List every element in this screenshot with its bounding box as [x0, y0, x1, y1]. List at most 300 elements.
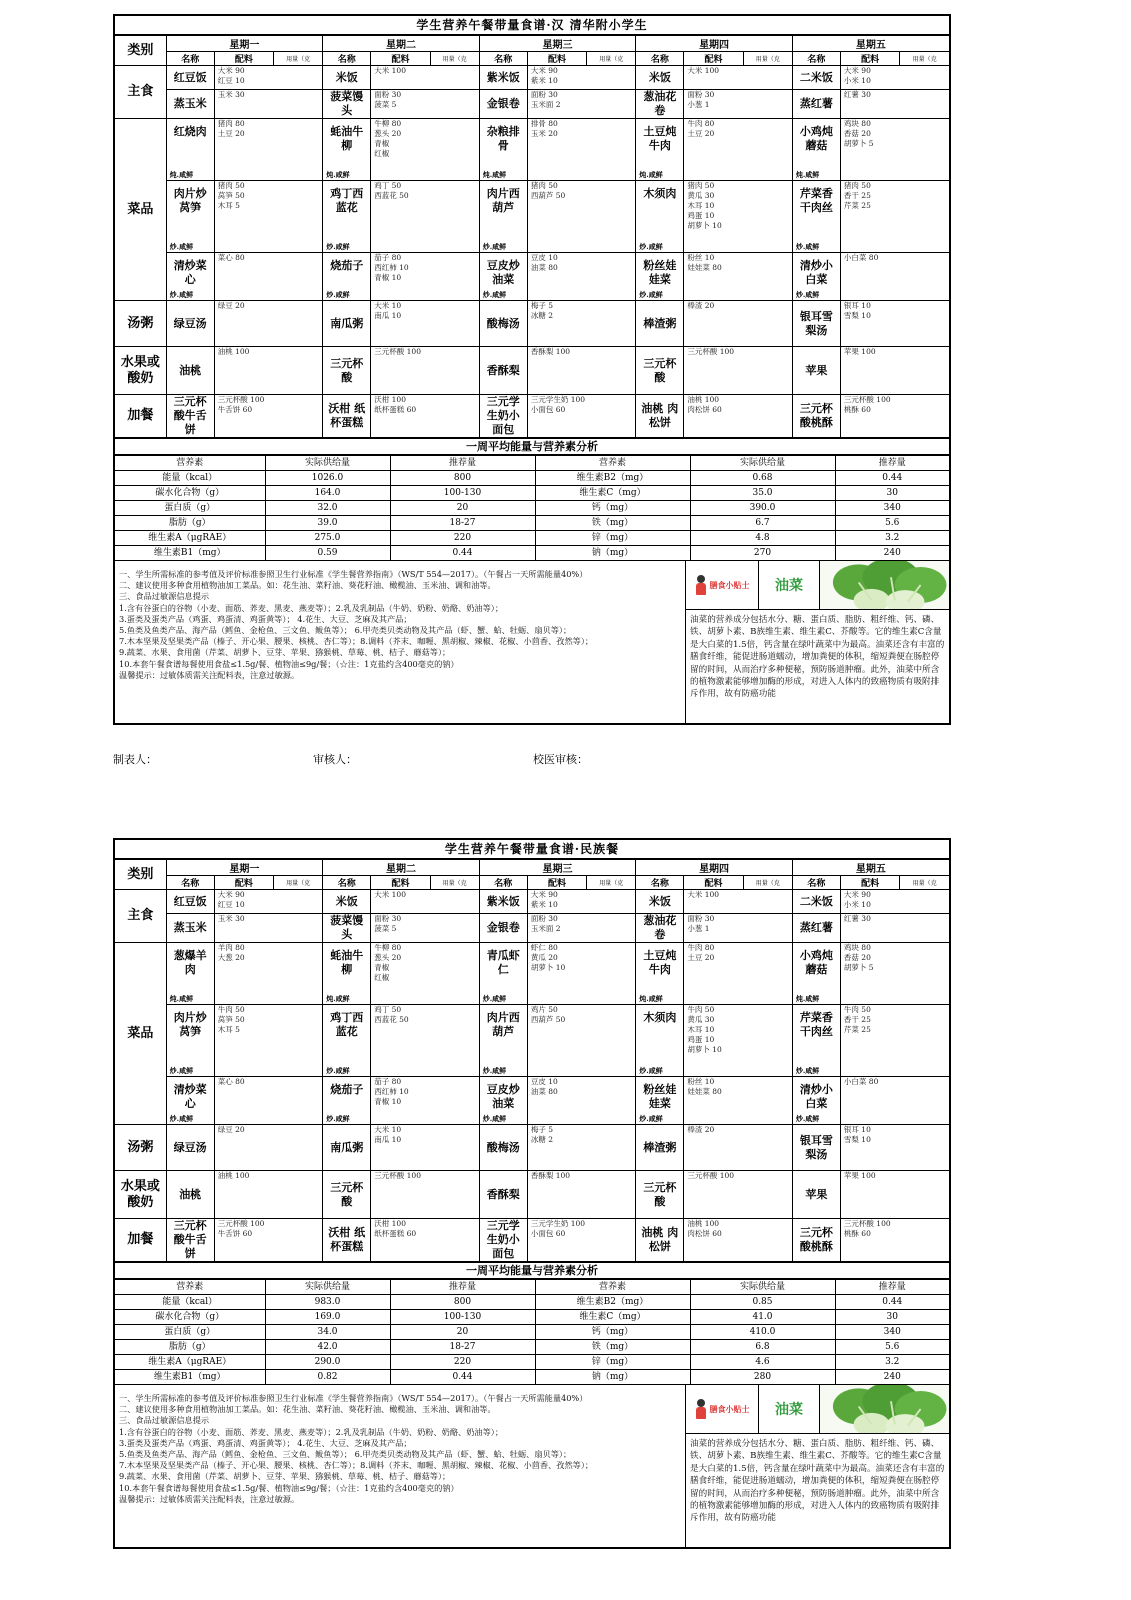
dish-name: 米饭 [648, 70, 671, 84]
day-header: 星期二 [323, 860, 480, 876]
dish-cell [479, 914, 527, 943]
ingredient-line: 小白菜 80 [843, 253, 879, 262]
dish-name: 菠菜馒头 [330, 90, 364, 117]
dish-cell [479, 395, 527, 438]
nutrition-value: 0.59 [265, 546, 390, 561]
ingredient-line: 油菜 80 [530, 263, 558, 272]
ingredient-line: 牛肉 80 [687, 119, 715, 128]
ingredient-line: 粉丝 10 [687, 253, 715, 262]
tip-label: 膳食小贴士 [709, 1403, 750, 1414]
ingredient-line: 南瓜 10 [374, 311, 402, 320]
cook-method: 炒.咸鲜 [795, 1066, 820, 1075]
cook-method: 炒.咸鲜 [639, 1066, 663, 1075]
ingredient-cell [214, 914, 322, 943]
dish-name: 紫米饭 [486, 70, 520, 84]
ingredient-line: 鸡片 50 [530, 1005, 558, 1014]
ingredient-cell [840, 66, 949, 90]
ingredient-cell [684, 301, 792, 347]
dish-cell [166, 1125, 214, 1171]
ingredient-line: 鸡丁 50 [374, 1005, 402, 1014]
dish-name: 油桃 肉松饼 [641, 1226, 679, 1253]
dish-cell [166, 890, 214, 914]
ingredient-line: 三元学生奶 100 [530, 1219, 586, 1228]
nutrition-value: 410.0 [690, 1325, 835, 1340]
dish-cell [166, 301, 214, 347]
ingredient-cell [840, 395, 949, 438]
ingredient-cell [527, 914, 635, 943]
dish-cell [636, 890, 684, 914]
ingredient-line: 西蓝花 50 [374, 1015, 409, 1024]
dish-name: 豆皮炒油菜 [486, 1083, 520, 1110]
dish-name: 沃柑 纸杯蛋糕 [328, 1226, 366, 1253]
category-snack: 加餐 [115, 1219, 166, 1262]
dish-name: 米饭 [648, 894, 671, 908]
nutrition-value: 220 [390, 1355, 535, 1370]
dish-name: 葱爆羊肉 [173, 949, 207, 976]
col-ingredient-header: 配料 [840, 52, 899, 66]
dish-cell [323, 253, 371, 301]
sign-doctor: 校医审核： [533, 753, 588, 766]
ingredient-line: 虾仁 80 [530, 943, 558, 952]
nutrition-value: 0.85 [690, 1295, 835, 1310]
nutrition-header: 推荐量 [390, 456, 535, 471]
bok-choy-icon [820, 561, 949, 609]
category-header: 类别 [115, 860, 166, 890]
dish-name: 苹果 [805, 1187, 828, 1201]
nutrition-value: 240 [835, 1370, 949, 1385]
dish-name: 土豆炖牛肉 [643, 125, 677, 152]
cook-method: 炖.咸鲜 [482, 170, 507, 179]
nutrition-value: 290.0 [265, 1355, 390, 1370]
ingredient-line: 大米 90 [217, 890, 245, 899]
dish-cell [166, 1077, 214, 1125]
col-name-header: 名称 [166, 52, 214, 66]
dish-name: 米饭 [335, 70, 358, 84]
ingredient-line: 大米 100 [687, 890, 720, 899]
ingredient-line: 大米 90 [530, 890, 558, 899]
nutrition-value: 164.0 [265, 486, 390, 501]
dish-cell [166, 1171, 214, 1219]
nutrition-value: 6.7 [690, 516, 835, 531]
dish-name: 芹菜香干肉丝 [799, 1011, 833, 1038]
dish-name: 棒渣粥 [643, 316, 677, 330]
ingredient-line: 土豆 20 [687, 953, 715, 962]
cook-method: 炒.咸鲜 [482, 994, 507, 1003]
ingredient-cell [214, 301, 322, 347]
dish-name: 蒸玉米 [173, 921, 207, 934]
ingredient-line: 大米 90 [843, 66, 871, 75]
ingredient-line: 雪梨 10 [843, 311, 871, 320]
ingredient-line: 鸡块 80 [843, 943, 871, 952]
ingredient-cell [214, 347, 322, 395]
nutrition-value: 34.0 [265, 1325, 390, 1340]
ingredient-line: 梅子 5 [530, 301, 553, 310]
col-name-header: 名称 [166, 876, 214, 890]
sign-preparer: 制表人： [113, 753, 157, 766]
dish-cell [636, 1005, 684, 1077]
dish-cell [166, 914, 214, 943]
nutrition-value: 钠（mg） [535, 1370, 690, 1385]
dish-name: 豆皮炒油菜 [486, 259, 520, 286]
dish-cell [323, 914, 371, 943]
nutrition-value: 铁（mg） [535, 1340, 690, 1355]
nutrition-row [115, 471, 949, 486]
tip-vegetable-name: 油菜 [759, 1385, 820, 1433]
dish-name: 油桃 [179, 363, 202, 377]
dish-name: 肉片西葫芦 [486, 187, 520, 214]
cook-method: 炒.咸鲜 [326, 1114, 350, 1123]
ingredient-line: 葱头 20 [374, 953, 402, 962]
category-dish: 菜品 [115, 119, 166, 301]
note-line: 三、食品过敏源信息提示 [119, 591, 210, 602]
ingredient-line: 小白菜 80 [843, 1077, 879, 1086]
dish-name: 南瓜粥 [330, 1140, 364, 1154]
nutrition-header: 营养素 [535, 456, 690, 471]
dish-cell [479, 943, 527, 1005]
ingredient-cell [527, 395, 635, 438]
dish-cell [323, 66, 371, 90]
ingredient-line: 牛柳 80 [374, 119, 402, 128]
ingredient-line: 桃酥 60 [843, 405, 871, 414]
ingredient-cell [371, 119, 479, 181]
dish-name: 鸡丁西蓝花 [330, 1011, 364, 1038]
ingredient-line: 西红柿 10 [374, 263, 409, 272]
nutrition-row [115, 1340, 949, 1355]
cook-method: 炒.咸鲜 [169, 1114, 194, 1123]
sheet-title: 学生营养午餐带量食谱·民族餐 [115, 840, 949, 859]
ingredient-cell [684, 66, 792, 90]
nutrition-value: 0.82 [265, 1370, 390, 1385]
nutrition-value: 42.0 [265, 1340, 390, 1355]
ingredient-cell [371, 347, 479, 395]
ingredient-line: 菠菜 5 [374, 100, 397, 109]
cook-method: 炒.咸鲜 [169, 1066, 194, 1075]
note-line: 二、建议使用多种食用植物油加工菜品。如：花生油、菜籽油、葵花籽油、橄榄油、玉米油、调和油等。 [119, 1404, 496, 1415]
ingredient-cell [684, 181, 792, 253]
nutrition-value: 维生素A（μgRAE） [115, 531, 265, 546]
nutrition-title: 一周平均能量与营养素分析 [115, 1262, 949, 1279]
dish-name: 三元杯酸牛舌饼 [173, 1219, 207, 1260]
ingredient-line: 绿豆 20 [217, 1125, 245, 1134]
ingredient-line: 银耳 10 [843, 1125, 871, 1134]
ingredient-cell [684, 347, 792, 395]
ingredient-line: 大葱 20 [217, 953, 245, 962]
ingredient-line: 玉米面 2 [530, 924, 561, 933]
note-line: 3.蛋类及蛋类产品（鸡蛋、鸡蛋清、鸡蛋黄等）； 4.花生、大豆、芝麻及其产品； [119, 613, 412, 624]
ingredient-line: 青椒 [374, 139, 390, 148]
col-name-header: 名称 [636, 876, 684, 890]
nutrition-value: 钙（mg） [535, 501, 690, 516]
dish-cell [323, 890, 371, 914]
dish-cell [792, 90, 840, 119]
nutrition-value: 维生素B1（mg） [115, 1370, 265, 1385]
ingredient-line: 大米 10 [374, 1125, 402, 1134]
nutrition-value: 220 [390, 531, 535, 546]
dish-cell [166, 1219, 214, 1262]
ingredient-line: 胡萝卜 5 [843, 963, 874, 972]
note-line: 9.蔬菜、水果、食用菌（芹菜、胡萝卜、豆芽、苹果、猕猴桃、草莓、桃、桔子、蘑菇等）； [119, 1471, 451, 1482]
ingredient-cell [527, 943, 635, 1005]
ingredient-line: 青椒 10 [374, 273, 402, 282]
nutrition-value: 脂肪（g） [115, 516, 265, 531]
cook-method: 炖.咸鲜 [326, 994, 350, 1003]
ingredient-line: 面粉 30 [374, 90, 402, 99]
category-header: 类别 [115, 36, 166, 66]
dish-cell [792, 1219, 840, 1262]
dish-cell [792, 119, 840, 181]
ingredient-line: 大米 90 [530, 66, 558, 75]
note-line: 5.鱼类及鱼类产品、海产品（鳕鱼、金枪鱼、三文鱼、鲅鱼等）； 6.甲壳类贝类动物及其产品（虾、蟹、蛤、牡蛎、扇贝等）； [119, 625, 572, 636]
nutrition-row [115, 1355, 949, 1370]
note-line: 7.木本坚果及坚果类产品（榛子、开心果、腰果、核桃、杏仁等）；8.调料（芥末、咖喱、黑胡椒、辣椒、花椒、小茴香、孜然等）； [119, 636, 594, 647]
nutrition-value: 0.44 [390, 546, 535, 561]
dish-cell [323, 395, 371, 438]
dish-name: 油桃 肉松饼 [641, 402, 679, 429]
nutrition-row [115, 486, 949, 501]
ingredient-line: 三元杯酸 100 [217, 395, 265, 404]
ingredient-line: 香酥梨 100 [530, 347, 571, 356]
ingredient-cell [527, 347, 635, 395]
col-ingredient-header: 配料 [214, 52, 273, 66]
note-line: 1.含有谷蛋白的谷物（小麦、面筋、荞麦、黑麦、燕麦等）；2.乳及乳制品（牛奶、奶粉、奶酪、奶油等）； [119, 602, 504, 613]
dish-name: 菠菜馒头 [330, 914, 364, 941]
ingredient-line: 葱头 20 [374, 129, 402, 138]
dish-name: 银耳雪梨汤 [799, 309, 833, 337]
dish-name: 香酥梨 [486, 1187, 520, 1201]
note-line: 二、建议使用多种食用植物油加工菜品。如：花生油、菜籽油、葵花籽油、橄榄油、玉米油、调和油等。 [119, 580, 496, 591]
ingredient-line: 玉米面 2 [530, 100, 561, 109]
dish-name: 酸梅汤 [486, 316, 520, 330]
ingredient-line: 猪肉 50 [843, 181, 871, 190]
ingredient-line: 胡萝卜 10 [530, 963, 566, 972]
ingredient-line: 大米 10 [374, 301, 402, 310]
cook-method: 炖.咸鲜 [639, 170, 663, 179]
ingredient-line: 红豆 10 [217, 76, 245, 85]
dish-cell [636, 914, 684, 943]
dish-cell [792, 943, 840, 1005]
dish-cell [479, 90, 527, 119]
day-header: 星期四 [636, 860, 793, 876]
dish-cell [323, 1077, 371, 1125]
ingredient-line: 芹菜 25 [843, 201, 871, 210]
dish-name: 木须肉 [643, 1011, 677, 1024]
ingredient-line: 粉丝 10 [687, 1077, 715, 1086]
nutrition-value: 0.44 [835, 1295, 949, 1310]
nutrition-value: 维生素B2（mg） [535, 1295, 690, 1310]
ingredient-line: 小葱 1 [687, 924, 710, 933]
ingredient-cell [371, 1125, 479, 1171]
dish-cell [166, 395, 214, 438]
dish-cell [479, 253, 527, 301]
ingredient-line: 土豆 20 [217, 129, 245, 138]
dish-name: 芹菜香干肉丝 [799, 187, 833, 214]
dish-name: 三元杯酸牛舌饼 [173, 395, 207, 436]
ingredient-line: 芹菜 25 [843, 1025, 871, 1034]
col-amount-header: 用量（克 [430, 876, 479, 890]
dish-name: 红豆饭 [173, 894, 207, 908]
ingredient-line: 油桃 100 [687, 395, 720, 404]
ingredient-line: 鸡蛋 10 [687, 1035, 715, 1044]
dish-cell [792, 1077, 840, 1125]
ingredient-line: 牛舌饼 60 [217, 1229, 253, 1238]
ingredient-line: 小面包 60 [530, 405, 566, 414]
dish-cell [479, 66, 527, 90]
ingredient-cell [527, 1005, 635, 1077]
ingredient-cell [684, 119, 792, 181]
ingredient-cell [214, 90, 322, 119]
sheet-title: 学生营养午餐带量食谱·汉 清华附小学生 [115, 16, 949, 35]
ingredient-line: 豆皮 10 [530, 1077, 558, 1086]
col-ingredient-header: 配料 [684, 876, 743, 890]
ingredient-cell [371, 1219, 479, 1262]
dish-name: 银耳雪梨汤 [799, 1133, 833, 1161]
dish-name: 紫米饭 [486, 894, 520, 908]
ingredient-line: 胡萝卜 10 [687, 1045, 722, 1054]
sign-reviewer: 审核人： [313, 753, 357, 766]
dish-name: 清炒菜心 [173, 259, 207, 286]
ingredient-line: 紫米 10 [530, 900, 558, 909]
ingredient-line: 黄瓜 30 [687, 191, 715, 200]
dish-cell [166, 90, 214, 119]
ingredient-line: 红薯 30 [843, 90, 871, 99]
nutrition-value: 维生素B2（mg） [535, 471, 690, 486]
dish-cell [479, 1005, 527, 1077]
ingredient-line: 棒渣 20 [687, 301, 715, 310]
ingredient-cell [371, 943, 479, 1005]
dish-cell [636, 1125, 684, 1171]
ingredient-line: 排骨 80 [530, 119, 558, 128]
dish-cell [323, 1005, 371, 1077]
dish-name: 南瓜粥 [330, 316, 364, 330]
dish-cell [792, 301, 840, 347]
col-name-header: 名称 [479, 876, 527, 890]
category-soup: 汤粥 [115, 301, 166, 347]
ingredient-line: 面粉 30 [530, 914, 558, 923]
nutrition-value: 蛋白质（g） [115, 1325, 265, 1340]
diet-tips [685, 1385, 949, 1547]
note-line: 5.鱼类及鱼类产品、海产品（鳕鱼、金枪鱼、三文鱼、鲅鱼等）； 6.甲壳类贝类动物及其产品（虾、蟹、蛤、牡蛎、扇贝等）； [119, 1449, 572, 1460]
ingredient-line: 羊肉 80 [217, 943, 245, 952]
category-dish: 菜品 [115, 943, 166, 1125]
nutrition-row [115, 1310, 949, 1325]
day-header: 星期三 [479, 860, 636, 876]
ingredient-line: 黄瓜 30 [687, 1015, 715, 1024]
ingredient-cell [684, 90, 792, 119]
col-ingredient-header: 配料 [214, 876, 273, 890]
nutrition-value: 3.2 [835, 531, 949, 546]
dish-name: 酸梅汤 [486, 1140, 520, 1154]
dish-name: 蒸红薯 [799, 921, 833, 934]
nutrition-value: 800 [390, 471, 535, 486]
ingredient-line: 黄瓜 20 [530, 953, 558, 962]
cook-method: 炒.咸鲜 [482, 1066, 507, 1075]
dish-name: 沃柑 纸杯蛋糕 [328, 402, 366, 429]
dish-cell [792, 181, 840, 253]
nutrition-value: 100-130 [390, 1310, 535, 1325]
dish-name: 鸡丁西蓝花 [330, 187, 364, 214]
cook-method: 炖.咸鲜 [326, 170, 350, 179]
ingredient-cell [527, 1171, 635, 1219]
ingredient-cell [214, 890, 322, 914]
bok-choy-icon [820, 1385, 949, 1433]
ingredient-line: 三元杯酸 100 [374, 347, 421, 356]
dish-cell [166, 347, 214, 395]
dish-name: 青瓜虾仁 [486, 949, 520, 976]
ingredient-line: 玉米 30 [217, 90, 245, 99]
dish-cell [792, 1125, 840, 1171]
ingredient-cell [527, 1125, 635, 1171]
nutrition-value: 280 [690, 1370, 835, 1385]
dish-cell [636, 66, 684, 90]
ingredient-line: 木耳 5 [217, 201, 240, 210]
dish-name: 三元杯酸桃酥 [799, 1226, 833, 1253]
dish-name: 香酥梨 [486, 363, 520, 377]
ingredient-line: 油菜 80 [530, 1087, 558, 1096]
nutrition-value: 340 [835, 1325, 949, 1340]
nutrition-value: 983.0 [265, 1295, 390, 1310]
dish-cell [166, 253, 214, 301]
nutrition-value: 能量（kcal） [115, 1295, 265, 1310]
nutrition-value: 维生素C（mg） [535, 486, 690, 501]
ingredient-line: 三元杯酸 100 [687, 1171, 735, 1180]
dish-cell [323, 347, 371, 395]
ingredient-cell [527, 1219, 635, 1262]
dish-name: 绿豆汤 [173, 1140, 207, 1154]
col-amount-header: 用量（克 [900, 876, 949, 890]
cook-method: 炒.咸鲜 [639, 1114, 663, 1123]
ingredient-line: 西葫芦 50 [530, 191, 566, 200]
ingredient-cell [214, 943, 322, 1005]
dish-name: 金银卷 [486, 921, 520, 934]
ingredient-line: 三元杯酸 100 [374, 1171, 421, 1180]
dish-name: 蚝油牛柳 [330, 125, 364, 152]
ingredient-line: 鸡丁 50 [374, 181, 402, 190]
cook-method: 炒.咸鲜 [169, 242, 194, 251]
dish-name: 三元杯酸 [330, 1180, 364, 1208]
nutrition-value: 能量（kcal） [115, 471, 265, 486]
ingredient-cell [371, 1005, 479, 1077]
ingredient-cell [371, 914, 479, 943]
ingredient-line: 鸡块 80 [843, 119, 871, 128]
ingredient-cell [527, 66, 635, 90]
ingredient-cell [527, 301, 635, 347]
dish-name: 蒸红薯 [799, 97, 833, 110]
dish-cell [792, 914, 840, 943]
ingredient-line: 玉米 20 [530, 129, 558, 138]
nutrition-value: 碳水化合物（g） [115, 1310, 265, 1325]
dish-cell [166, 1005, 214, 1077]
ingredient-line: 小米 10 [843, 900, 871, 909]
nutrition-value: 20 [390, 501, 535, 516]
ingredient-line: 纸杯蛋糕 60 [374, 1229, 417, 1238]
ingredient-cell [371, 890, 479, 914]
ingredient-line: 猪肉 50 [217, 181, 245, 190]
ingredient-line: 三元杯酸 100 [843, 395, 891, 404]
col-ingredient-header: 配料 [371, 52, 430, 66]
ingredient-cell [371, 1171, 479, 1219]
dish-name: 烧茄子 [330, 259, 364, 272]
ingredient-line: 土豆 20 [687, 129, 715, 138]
category-fruit: 水果或酸奶 [115, 1171, 166, 1219]
cook-method: 炒.咸鲜 [795, 242, 820, 251]
col-amount-header: 用量（克 [587, 876, 636, 890]
ingredient-line: 西红柿 10 [374, 1087, 409, 1096]
col-name-header: 名称 [792, 876, 840, 890]
dish-name: 清炒小白菜 [799, 1083, 833, 1110]
nutrition-value: 维生素A（μgRAE） [115, 1355, 265, 1370]
ingredient-line: 木耳 10 [687, 201, 715, 210]
ingredient-line: 红椒 [374, 149, 390, 158]
